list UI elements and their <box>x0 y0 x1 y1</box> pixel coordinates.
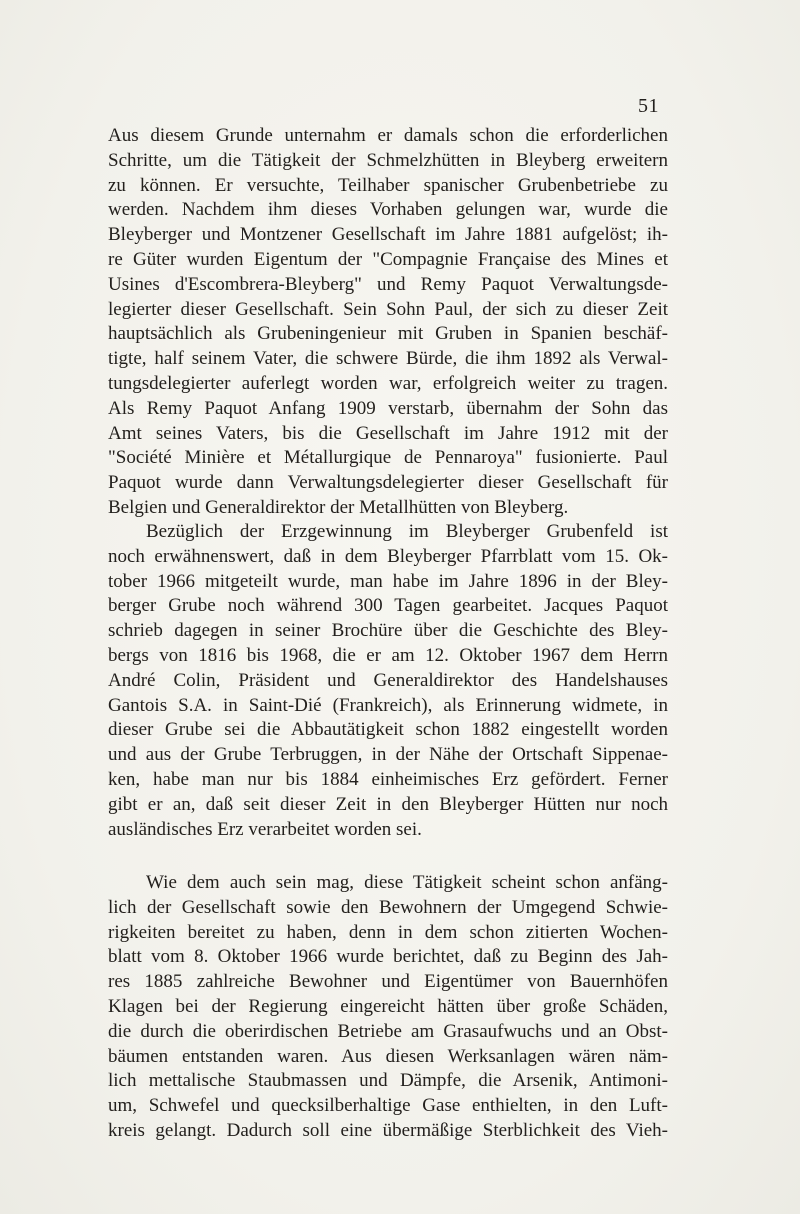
text-line: Aus diesem Grunde unternahm er damals schon die erforderlichen <box>108 125 668 146</box>
text-line: bergs von 1816 bis 1968, die er am 12. Oktober 1967 dem Herrn <box>108 644 668 666</box>
text-line: tober 1966 mitgeteilt wurde, man habe im Jahre 1896 in der Bley- <box>108 570 668 592</box>
text-line: berger Grube noch während 300 Tagen gearbeitet. Jacques Paquot <box>108 595 668 617</box>
text-line: Bezüglich der Erzgewinnung im Bleyberger Grubenfeld ist <box>146 521 668 542</box>
text-line: ausländisches Erz verarbeitet worden sei. <box>108 818 422 840</box>
text-line: Wie dem auch sein mag, diese Tätigkeit scheint schon anfäng- <box>146 872 668 893</box>
text-line: noch erwähnenswert, daß in dem Bleyberger Pfarrblatt vom 15. Ok- <box>108 545 668 567</box>
text-line: Als Remy Paquot Anfang 1909 verstarb, übernahm der Sohn das <box>108 397 668 419</box>
text-line: und aus der Grube Terbruggen, in der Nähe der Ortschaft Sippenae- <box>108 744 668 766</box>
text-line: gibt er an, daß seit dieser Zeit in den Bleyberger Hütten nur noch <box>108 793 668 815</box>
text-line: Gantois S.A. in Saint-Dié (Frankreich), als Erinnerung widmete, in <box>108 694 668 716</box>
text-line: kreis gelangt. Dadurch soll eine übermäßige Sterblichkeit des Vieh- <box>108 1119 668 1141</box>
text-line: tungsdelegierter auferlegt worden war, erfolgreich weiter zu tragen. <box>108 372 668 394</box>
paragraph-2 <box>108 520 668 842</box>
text-line: tigte, half seinem Vater, die schwere Bürde, die ihm 1892 als Verwal- <box>108 348 668 370</box>
text-line: bäumen entstanden waren. Aus diesen Werksanlagen wären näm- <box>108 1045 668 1067</box>
text-line: um, Schwefel und quecksilberhaltige Gase enthielten, in den Luft- <box>108 1095 668 1117</box>
text-line: res 1885 zahlreiche Bewohner und Eigentümer von Bauernhöfen <box>108 971 668 993</box>
paragraph-3 <box>108 871 668 1144</box>
text-line: "Société Minière et Métallurgique de Pennaroya" fusionierte. Paul <box>108 447 668 469</box>
text-line: Amt seines Vaters, bis die Gesellschaft im Jahre 1912 mit der <box>108 422 668 444</box>
text-line: Schritte, um die Tätigkeit der Schmelzhütten in Bleyberg erweitern <box>108 149 668 171</box>
paragraph-1 <box>108 124 668 521</box>
page-number: 51 <box>638 95 659 117</box>
text-line: ken, habe man nur bis 1884 einheimisches Erz gefördert. Ferner <box>108 768 668 790</box>
text-line: Belgien und Generaldirektor der Metallhütten von Bleyberg. <box>108 496 569 518</box>
text-line: Usines d'Escombrera-Bleyberg" und Remy Paquot Verwaltungsde- <box>108 273 668 295</box>
text-line: lich mettalische Staubmassen und Dämpfe, die Arsenik, Antimoni- <box>108 1070 668 1092</box>
text-line: die durch die oberirdischen Betriebe am Grasaufwuchs und an Obst- <box>108 1020 668 1042</box>
text-line: André Colin, Präsident und Generaldirektor des Handelshauses <box>108 669 668 691</box>
text-line: blatt vom 8. Oktober 1966 wurde berichtet, daß zu Beginn des Jah- <box>108 946 668 968</box>
text-line: re Güter wurden Eigentum der "Compagnie Française des Mines et <box>108 248 668 270</box>
text-line: zu können. Er versuchte, Teilhaber spanischer Grubenbetriebe zu <box>108 174 668 196</box>
text-line: rigkeiten bereitet zu haben, denn in dem schon zitierten Wochen- <box>108 921 668 943</box>
text-line: hauptsächlich als Grubeningenieur mit Gruben in Spanien beschäf- <box>108 323 668 345</box>
text-line: legierter dieser Gesellschaft. Sein Sohn Paul, der sich zu dieser Zeit <box>108 298 668 320</box>
text-line: lich der Gesellschaft sowie den Bewohnern der Umgegend Schwie- <box>108 896 668 918</box>
text-line: werden. Nachdem ihm dieses Vorhaben gelungen war, wurde die <box>108 199 668 221</box>
text-line: Klagen bei der Regierung eingereicht hätten über große Schäden, <box>108 995 668 1017</box>
text-line: dieser Grube sei die Abbautätigkeit schon 1882 eingestellt worden <box>108 719 668 741</box>
text-line: Paquot wurde dann Verwaltungsdelegierter dieser Gesellschaft für <box>108 472 668 494</box>
text-line: Bleyberger und Montzener Gesellschaft im Jahre 1881 aufgelöst; ih- <box>108 224 668 246</box>
text-line: schrieb dagegen in seiner Brochüre über die Geschichte des Bley- <box>108 620 668 642</box>
